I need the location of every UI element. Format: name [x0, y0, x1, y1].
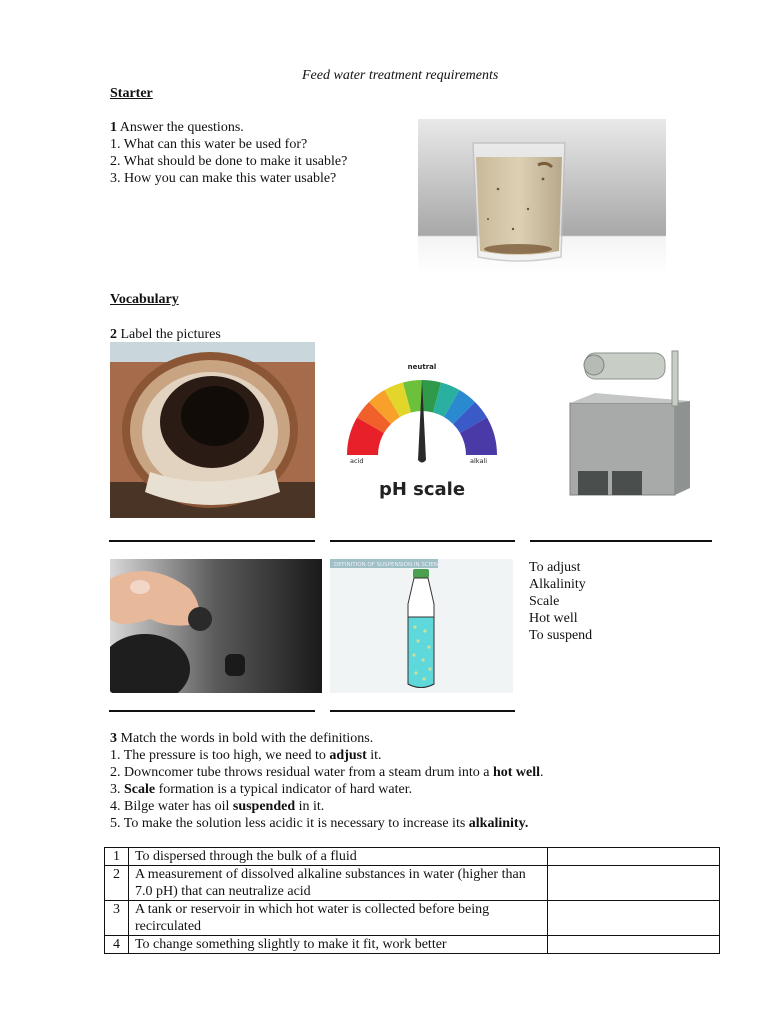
sentence-4: 4. Bilge water has oil suspended in it. — [110, 799, 325, 814]
task-text: Answer the questions. — [117, 120, 244, 135]
task-text: Match the words in bold with the definitions. — [117, 731, 374, 746]
dirty-water-image — [418, 119, 666, 274]
sentence-3: 3. Scale formation is a typical indicator of hard water. — [110, 782, 413, 797]
definitions-table — [104, 847, 720, 954]
row-number: 1 — [105, 848, 129, 866]
ph-acid-label: acid — [350, 457, 364, 465]
table-row — [105, 848, 720, 866]
word-bank-item: Scale — [529, 594, 560, 609]
answer-cell[interactable] — [548, 936, 720, 954]
answer-cell[interactable] — [548, 901, 720, 936]
ph-scale-caption: pH scale — [378, 479, 466, 500]
label-line-2[interactable] — [330, 540, 515, 542]
ph-scale-image — [330, 355, 515, 505]
starter-task — [110, 119, 347, 187]
answer-cell[interactable] — [548, 848, 720, 866]
word-bank-item: Hot well — [529, 611, 578, 626]
adjust-knob-image — [110, 559, 322, 693]
vocabulary-task-instruction — [110, 326, 221, 343]
task-number: 1 — [110, 120, 117, 135]
sentence-5: 5. To make the solution less acidic it is necessary to increase its alkalinity. — [110, 816, 529, 831]
starter-task-instruction — [110, 119, 347, 136]
sentence-1: 1. The pressure is too high, we need to adjust it. — [110, 748, 382, 763]
table-row — [105, 936, 720, 954]
definition-cell: To dispersed through the bulk of a fluid — [128, 848, 547, 866]
starter-heading: Starter — [110, 86, 153, 101]
label-line-4[interactable] — [109, 710, 315, 712]
scaled-pipe-image — [110, 342, 315, 518]
definition-cell: A tank or reservoir in which hot water is collected before being recirculated — [128, 901, 547, 936]
word-bank-item: To adjust — [529, 560, 581, 575]
bold-term: alkalinity. — [468, 816, 529, 831]
suspension-bottle-image — [330, 559, 513, 693]
hot-well-image — [560, 343, 700, 515]
row-number: 4 — [105, 936, 129, 954]
question-1: 1. What can this water be used for? — [110, 137, 308, 152]
task-text: Label the pictures — [117, 327, 221, 342]
ph-neutral-label: neutral — [407, 363, 437, 371]
task-number: 3 — [110, 731, 117, 746]
bold-term: suspended — [232, 799, 296, 814]
task-number: 2 — [110, 327, 117, 342]
question-3: 3. How you can make this water usable? — [110, 171, 337, 186]
label-line-1[interactable] — [109, 540, 315, 542]
word-bank-item: To suspend — [529, 628, 593, 643]
bold-term: hot well — [492, 765, 541, 780]
definition-cell: To change something slightly to make it fit, work better — [128, 936, 547, 954]
table-row — [105, 901, 720, 936]
answer-cell[interactable] — [548, 866, 720, 901]
row-number: 2 — [105, 866, 129, 901]
bold-term: Scale — [124, 782, 156, 797]
suspension-banner: DEFINITION OF SUSPENSION IN SCIENCE — [334, 562, 446, 568]
table-row — [105, 866, 720, 901]
question-2: 2. What should be done to make it usable? — [110, 154, 348, 169]
ph-alkali-label: alkali — [470, 457, 488, 465]
document-title: Feed water treatment requirements — [302, 68, 499, 83]
matching-task-instruction — [110, 730, 544, 747]
matching-task — [110, 730, 544, 832]
sentence-2: 2. Downcomer tube throws residual water from a steam drum into a hot well. — [110, 765, 544, 780]
word-bank-item: Alkalinity — [529, 577, 586, 592]
label-line-3[interactable] — [530, 540, 712, 542]
bold-term: adjust — [329, 748, 367, 763]
label-line-5[interactable] — [330, 710, 515, 712]
vocabulary-heading: Vocabulary — [110, 292, 179, 307]
definition-cell: A measurement of dissolved alkaline substances in water (higher than 7.0 pH) that can neutralize acid — [128, 866, 547, 901]
row-number: 3 — [105, 901, 129, 936]
word-bank — [529, 559, 592, 644]
